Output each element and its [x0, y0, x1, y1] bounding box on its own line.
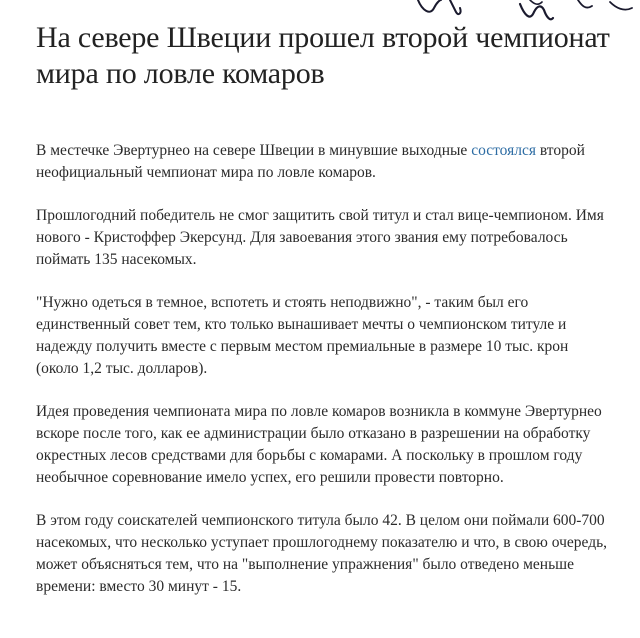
article-paragraph [36, 140, 611, 184]
article-paragraph: В этом году соискателей чемпионского титула было 42. В целом они поймали 600-700 насекомых, что несколько уступает прошлогоднему показателю и что, в свою очередь, может объясняться тем, что на "выполнение упражнения" было отведено меньше времени: вместо 30 минут - 15. [36, 512, 608, 595]
article-paragraph: Идея проведения чемпионата мира по ловле комаров возникла в коммуне Эвертурнео вскоре после того, как ее администрации было отказано в разрешении на обработку окрестных лесов средствами для борьбы с комарами. А поскольку в прошлом году необычное соревнование имело успех, его решили провести повторно. [36, 403, 602, 486]
paragraph-text: В местечке Эвертурнео на севере Швеции в минувшие выходные [36, 142, 472, 159]
article-body [36, 140, 611, 598]
inline-link[interactable]: состоялся [471, 142, 536, 159]
article-title: На севере Швеции прошел второй чемпионат мира по ловле комаров [36, 21, 610, 90]
paragraph-text: второй неофициальный чемпионат мира по ловле комаров. [36, 142, 585, 181]
article-paragraph: "Нужно одеться в темное, вспотеть и стоять неподвижно", - таким был его единственный совет тем, кто только вынашивает мечты о чемпионском титуле и надежду получить вместе с первым местом премиальные в размере 10 тыс. крон (около 1,2 тыс. долларов). [36, 294, 569, 377]
article [36, 20, 611, 619]
article-paragraph: Прошлогодний победитель не смог защитить свой титул и стал вице-чемпионом. Имя нового - Кристоффер Экерсунд. Для завоевания этого звания ему потребовалось поймать 135 насекомых. [36, 207, 604, 268]
